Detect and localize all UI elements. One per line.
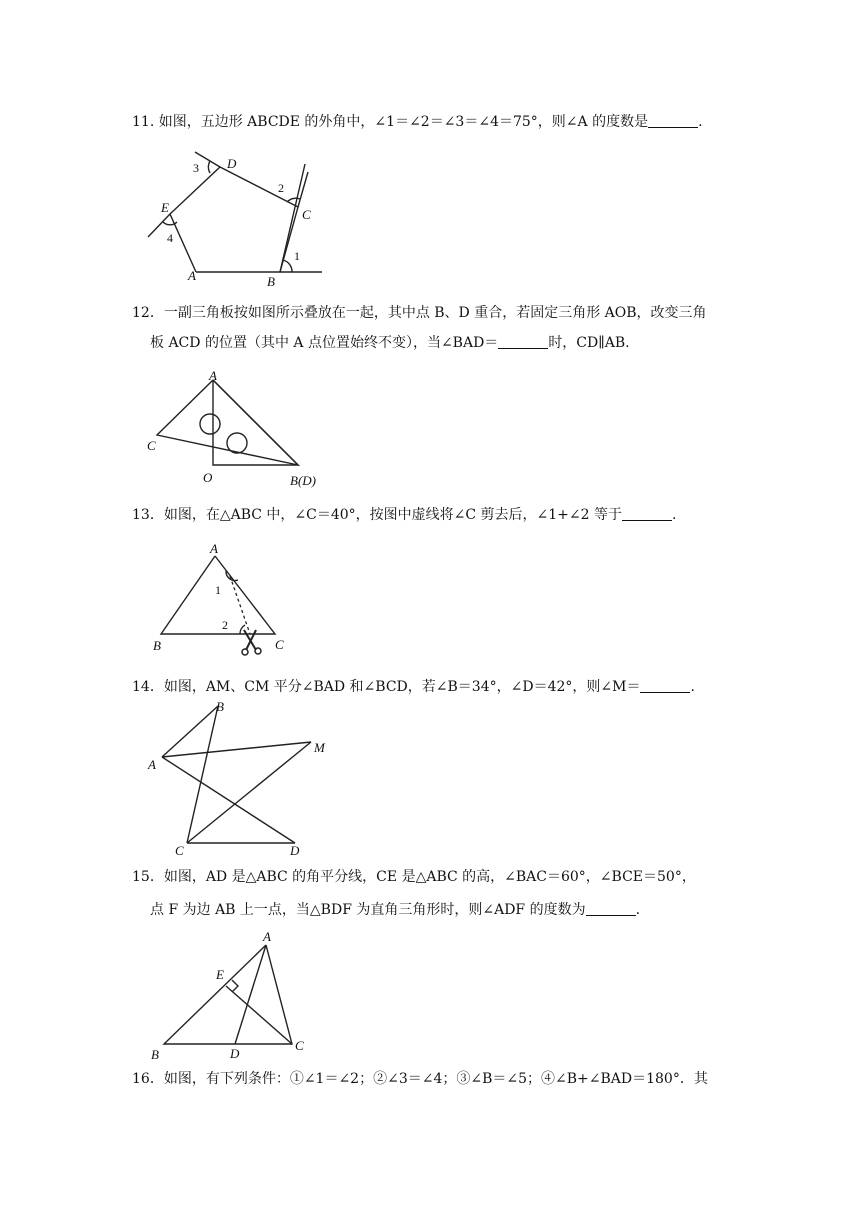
label-E: E [161, 200, 169, 215]
label-angle-1: 1 [215, 583, 221, 597]
question-15-line1 [132, 867, 737, 887]
seg-BC [187, 706, 218, 843]
label-C: C [302, 207, 311, 222]
label-angle-2: 2 [278, 181, 284, 195]
right-angle-mark [232, 980, 238, 992]
question-15-line2 [150, 900, 755, 920]
label-B: B [151, 1047, 159, 1062]
label-O: O [203, 470, 213, 485]
altitude-CE [226, 986, 292, 1044]
q12-triangle-boards-figure [140, 367, 340, 492]
q11-pentagon-figure [140, 142, 335, 287]
q15-stem-1: 15．如图，AD 是△ABC 的角平分线，CE 是△ABC 的高，∠BAC＝60°，∠BCE＝50°， [132, 869, 696, 885]
question-11-text [132, 112, 737, 132]
q13-end: . [672, 507, 677, 523]
label-C: C [295, 1038, 304, 1053]
q15-triangle-figure [145, 928, 320, 1063]
triangle-ABC [164, 945, 292, 1044]
label-A: A [210, 541, 218, 556]
board-hole-1 [200, 414, 220, 434]
q12-stem-1: 12．一副三角板按如图所示叠放在一起，其中点 B、D 重合，若固定三角形 AOB，改变三角 [132, 305, 707, 321]
label-A: A [263, 929, 271, 944]
label-D: D [230, 1046, 240, 1061]
q13-answer-blank[interactable] [622, 506, 672, 521]
q11-stem: 11. 如图，五边形 ABCDE 的外角中，∠1＝∠2＝∠3＝∠4＝75°，则∠A 的度数是 [132, 114, 649, 130]
question-14-text [132, 677, 737, 697]
arc-3 [208, 161, 210, 173]
q13-triangle-cut-figure [148, 538, 298, 660]
q16-stem: 16．如图，有下列条件：①∠1＝∠2；②∠3＝∠4；③∠B＝∠5；④∠B+∠BAD＝180°．其 [132, 1071, 708, 1087]
label-B: B [216, 699, 224, 714]
label-D: D [290, 843, 300, 858]
q14-end: . [690, 679, 695, 695]
q12-stem-2: 板 ACD 的位置（其中 A 点位置始终不变），当∠BAD＝ [150, 335, 499, 351]
arc-2 [287, 198, 300, 202]
label-A: A [209, 368, 217, 383]
label-B: B [267, 274, 275, 287]
label-M: M [314, 740, 325, 755]
seg-AB [162, 706, 218, 757]
triangle-ACD [157, 380, 298, 465]
question-12-line2 [150, 333, 755, 353]
label-angle-1: 1 [294, 249, 300, 263]
label-C: C [175, 843, 184, 858]
q15-stem-2: 点 F 为边 AB 上一点，当△BDF 为直角三角形时，则∠ADF 的度数为 [150, 902, 586, 918]
q13-stem: 13．如图，在△ABC 中，∠C＝40°，按图中虚线将∠C 剪去后，∠1+∠2 等于 [132, 507, 623, 523]
q14-bisector-figure [145, 695, 345, 860]
q11-end: . [698, 114, 703, 130]
q15-end: . [635, 902, 641, 918]
q11-answer-blank[interactable] [648, 113, 698, 128]
arc-1 [283, 260, 292, 272]
label-BD: B(D) [290, 473, 316, 488]
arc-2 [240, 625, 245, 634]
q15-answer-blank[interactable] [586, 901, 636, 916]
label-A: A [148, 757, 156, 772]
label-C: C [147, 438, 156, 453]
label-B: B [153, 638, 161, 653]
seg-AM [162, 742, 311, 757]
question-16-text [132, 1069, 737, 1089]
label-angle-2: 2 [222, 618, 228, 632]
q14-stem: 14．如图，AM、CM 平分∠BAD 和∠BCD，若∠B＝34°，∠D＝42°，则∠M＝ [132, 679, 641, 695]
q14-answer-blank[interactable] [640, 678, 690, 693]
q12-stem-3: 时，CD∥AB. [548, 335, 630, 351]
label-C: C [275, 637, 284, 652]
board-hole-2 [227, 433, 247, 453]
label-angle-4: 4 [167, 231, 173, 245]
label-angle-3: 3 [193, 161, 199, 175]
question-13-text [132, 505, 737, 525]
label-A: A [188, 268, 196, 283]
seg-AD [162, 757, 295, 843]
cut-line [230, 576, 250, 634]
label-E: E [216, 967, 224, 982]
label-D: D [227, 156, 237, 171]
q12-answer-blank[interactable] [498, 334, 548, 349]
question-12-line1 [132, 303, 737, 323]
seg-CM [187, 742, 311, 843]
